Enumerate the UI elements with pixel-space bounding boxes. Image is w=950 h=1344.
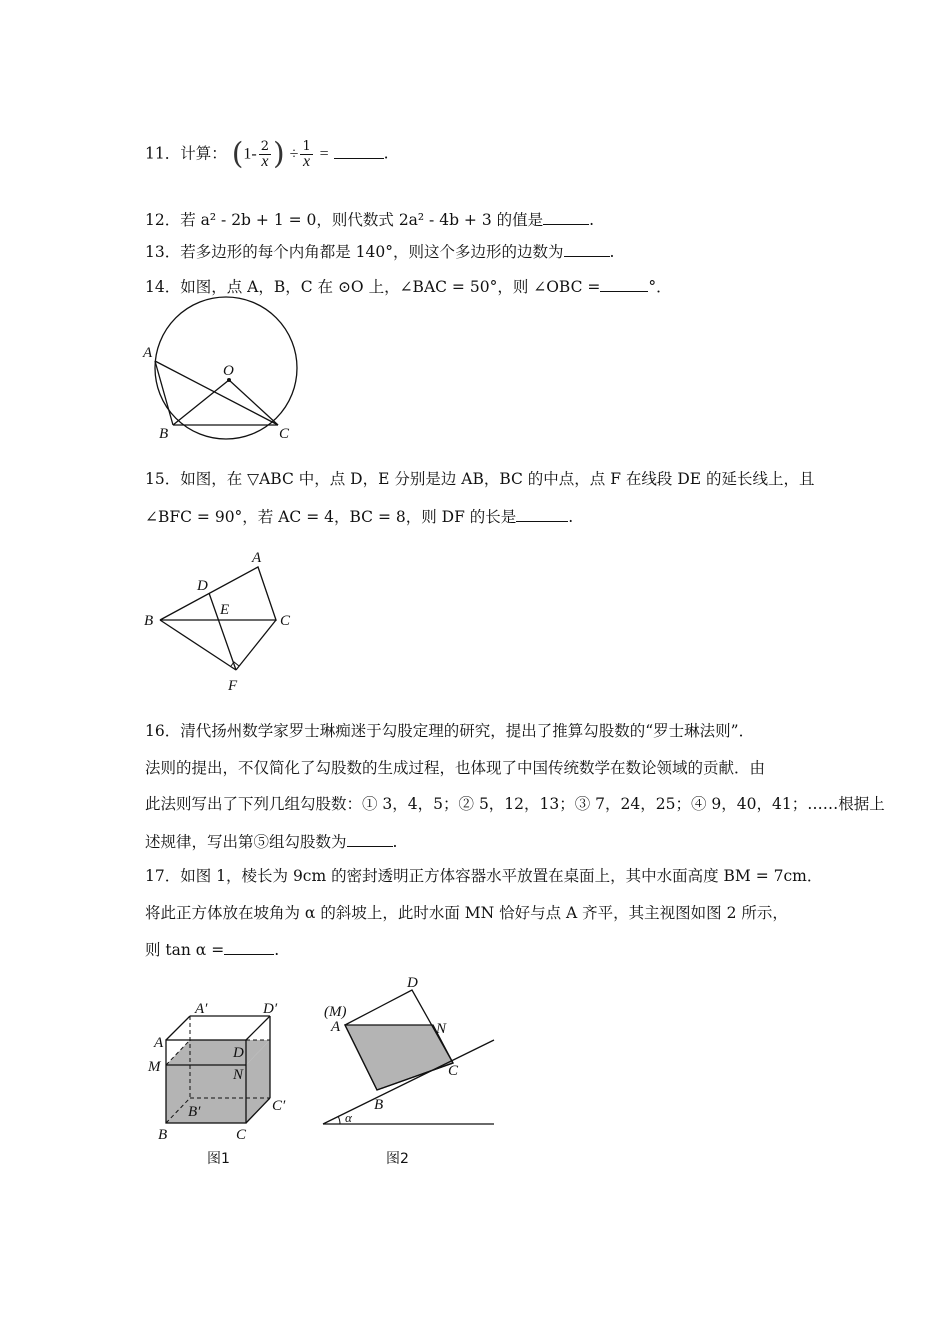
q16-line1: 16．清代扬州数学家罗士琳痴迷于勾股定理的研究，提出了推算勾股数的“罗士琳法则”． <box>145 722 755 740</box>
label-b: B <box>144 613 154 629</box>
label-a: A <box>143 345 153 361</box>
label-c: C <box>280 613 291 629</box>
question-16-line-3 <box>145 793 885 815</box>
q17-line1: 17．如图 1，棱长为 9cm 的密封透明正方体容器水平放置在桌面上，其中水面高度 BM = 7cm． <box>145 867 823 885</box>
label-c: C <box>279 426 290 442</box>
q15-line1: 15．如图，在 ▽ABC 中，点 D，E 分别是边 AB，BC 的中点，点 F 在线段 DE 的延长线上，且 <box>145 470 815 488</box>
q11-div: ÷ <box>289 145 299 163</box>
segment-bf <box>160 620 236 670</box>
label-m: (M) <box>324 1004 347 1020</box>
figure-2-caption: 图2 <box>386 1151 409 1167</box>
question-17-line-1 <box>145 865 822 887</box>
q14-text: 14．如图，点 A，B，C 在 ⊙O 上，∠BAC = 50°，则 ∠OBC = <box>145 278 601 296</box>
question-16-line-4 <box>145 830 397 853</box>
q14-end: °． <box>648 278 672 296</box>
q16-line4: 述规律，写出第⑤组勾股数为 <box>145 833 347 851</box>
label-m: M <box>148 1059 161 1075</box>
question-15-line-1 <box>145 468 815 490</box>
question-16-line-2 <box>145 757 765 779</box>
label-a1: A′ <box>195 1001 208 1017</box>
answer-blank[interactable] <box>334 142 384 159</box>
q16-line2: 法则的提出，不仅简化了勾股数的生成过程，也体现了中国传统数学在数论领域的贡献．由 <box>145 759 766 777</box>
label-a: A <box>154 1035 164 1051</box>
answer-blank[interactable] <box>564 240 610 257</box>
frac1-num: 2 <box>260 139 270 154</box>
label-f: F <box>228 678 238 694</box>
q12-text: 12．若 a² - 2b + 1 = 0，则代数式 2a² - 4b + 3 的值是 <box>145 211 544 229</box>
q11-frac-1 <box>259 140 271 169</box>
label-d: D <box>407 975 418 991</box>
label-d1: D′ <box>263 1001 278 1017</box>
question-17-line-3 <box>145 938 279 961</box>
label-b: B <box>158 1127 168 1143</box>
q11-end: . <box>383 144 389 163</box>
q11-expr-one: 1- <box>243 145 257 163</box>
q11-number: 11． <box>145 144 181 163</box>
question-16-line-1 <box>145 720 754 742</box>
label-d: D <box>197 578 208 594</box>
segment-ab <box>155 361 173 425</box>
q16-line3: 此法则写出了下列几组勾股数：① 3，4，5；② 5，12，13；③ 7，24，25；④ 9，40，41；……根据上 <box>145 795 885 813</box>
q11-eq: = <box>319 145 329 163</box>
q15-line2: ∠BFC = 90°，若 AC = 4，BC = 8，则 DF 的长是 <box>145 508 517 526</box>
frac2-den: x <box>303 153 311 170</box>
answer-blank[interactable] <box>224 938 274 955</box>
segment-oc <box>229 380 278 425</box>
label-a: A <box>252 550 262 566</box>
question-11 <box>145 136 389 172</box>
label-n: N <box>436 1021 447 1037</box>
label-c: C <box>448 1063 459 1079</box>
label-c: C <box>236 1127 247 1143</box>
frac1-den: x <box>261 153 269 170</box>
label-o: O <box>223 363 234 379</box>
answer-blank[interactable] <box>516 505 568 522</box>
cube-figure <box>140 995 310 1175</box>
q11-frac-2 <box>300 140 312 169</box>
q17-line3: 则 tan α = <box>145 941 225 959</box>
question-15-line-2 <box>145 505 573 528</box>
label-b1: B′ <box>188 1104 201 1120</box>
label-n: N <box>233 1067 244 1083</box>
label-d: D <box>233 1045 244 1061</box>
label-alpha: α <box>345 1110 352 1125</box>
answer-blank[interactable] <box>543 208 589 225</box>
right-paren: ) <box>273 136 285 172</box>
segment-cf <box>236 620 276 670</box>
q12-end: . <box>589 211 595 229</box>
figure-1-caption: 图1 <box>207 1151 230 1167</box>
question-12 <box>145 208 594 231</box>
q17-end: . <box>274 941 280 959</box>
edge-dd1 <box>246 1016 270 1040</box>
answer-blank[interactable] <box>347 830 393 847</box>
label-e: E <box>220 602 230 618</box>
edge-aa1 <box>166 1016 190 1040</box>
left-paren: ( <box>231 136 244 172</box>
q15-end: . <box>568 508 574 526</box>
slope-figure <box>318 970 508 1175</box>
label-b: B <box>159 426 169 442</box>
answer-blank[interactable] <box>600 275 648 292</box>
question-17-line-2 <box>145 902 788 924</box>
q13-text: 13．若多边形的每个内角都是 140°，则这个多边形的边数为 <box>145 243 564 261</box>
q11-text: 计算： <box>180 144 227 163</box>
q17-line2: 将此正方体放在坡角为 α 的斜坡上，此时水面 MN 恰好与点 A 齐平，其主视图如图 2 所示， <box>145 904 788 922</box>
label-a: A <box>331 1019 341 1035</box>
question-13 <box>145 240 614 263</box>
segment-bo <box>173 380 229 425</box>
triangle-figure <box>140 548 310 698</box>
label-b: B <box>374 1097 384 1113</box>
q16-end: . <box>392 833 398 851</box>
circle-figure <box>140 308 310 448</box>
triangle-abc <box>160 567 276 620</box>
angle-arc <box>338 1116 340 1124</box>
label-c1: C′ <box>272 1098 286 1114</box>
frac2-num: 1 <box>302 139 311 154</box>
q13-end: . <box>609 243 615 261</box>
question-14 <box>145 275 672 298</box>
